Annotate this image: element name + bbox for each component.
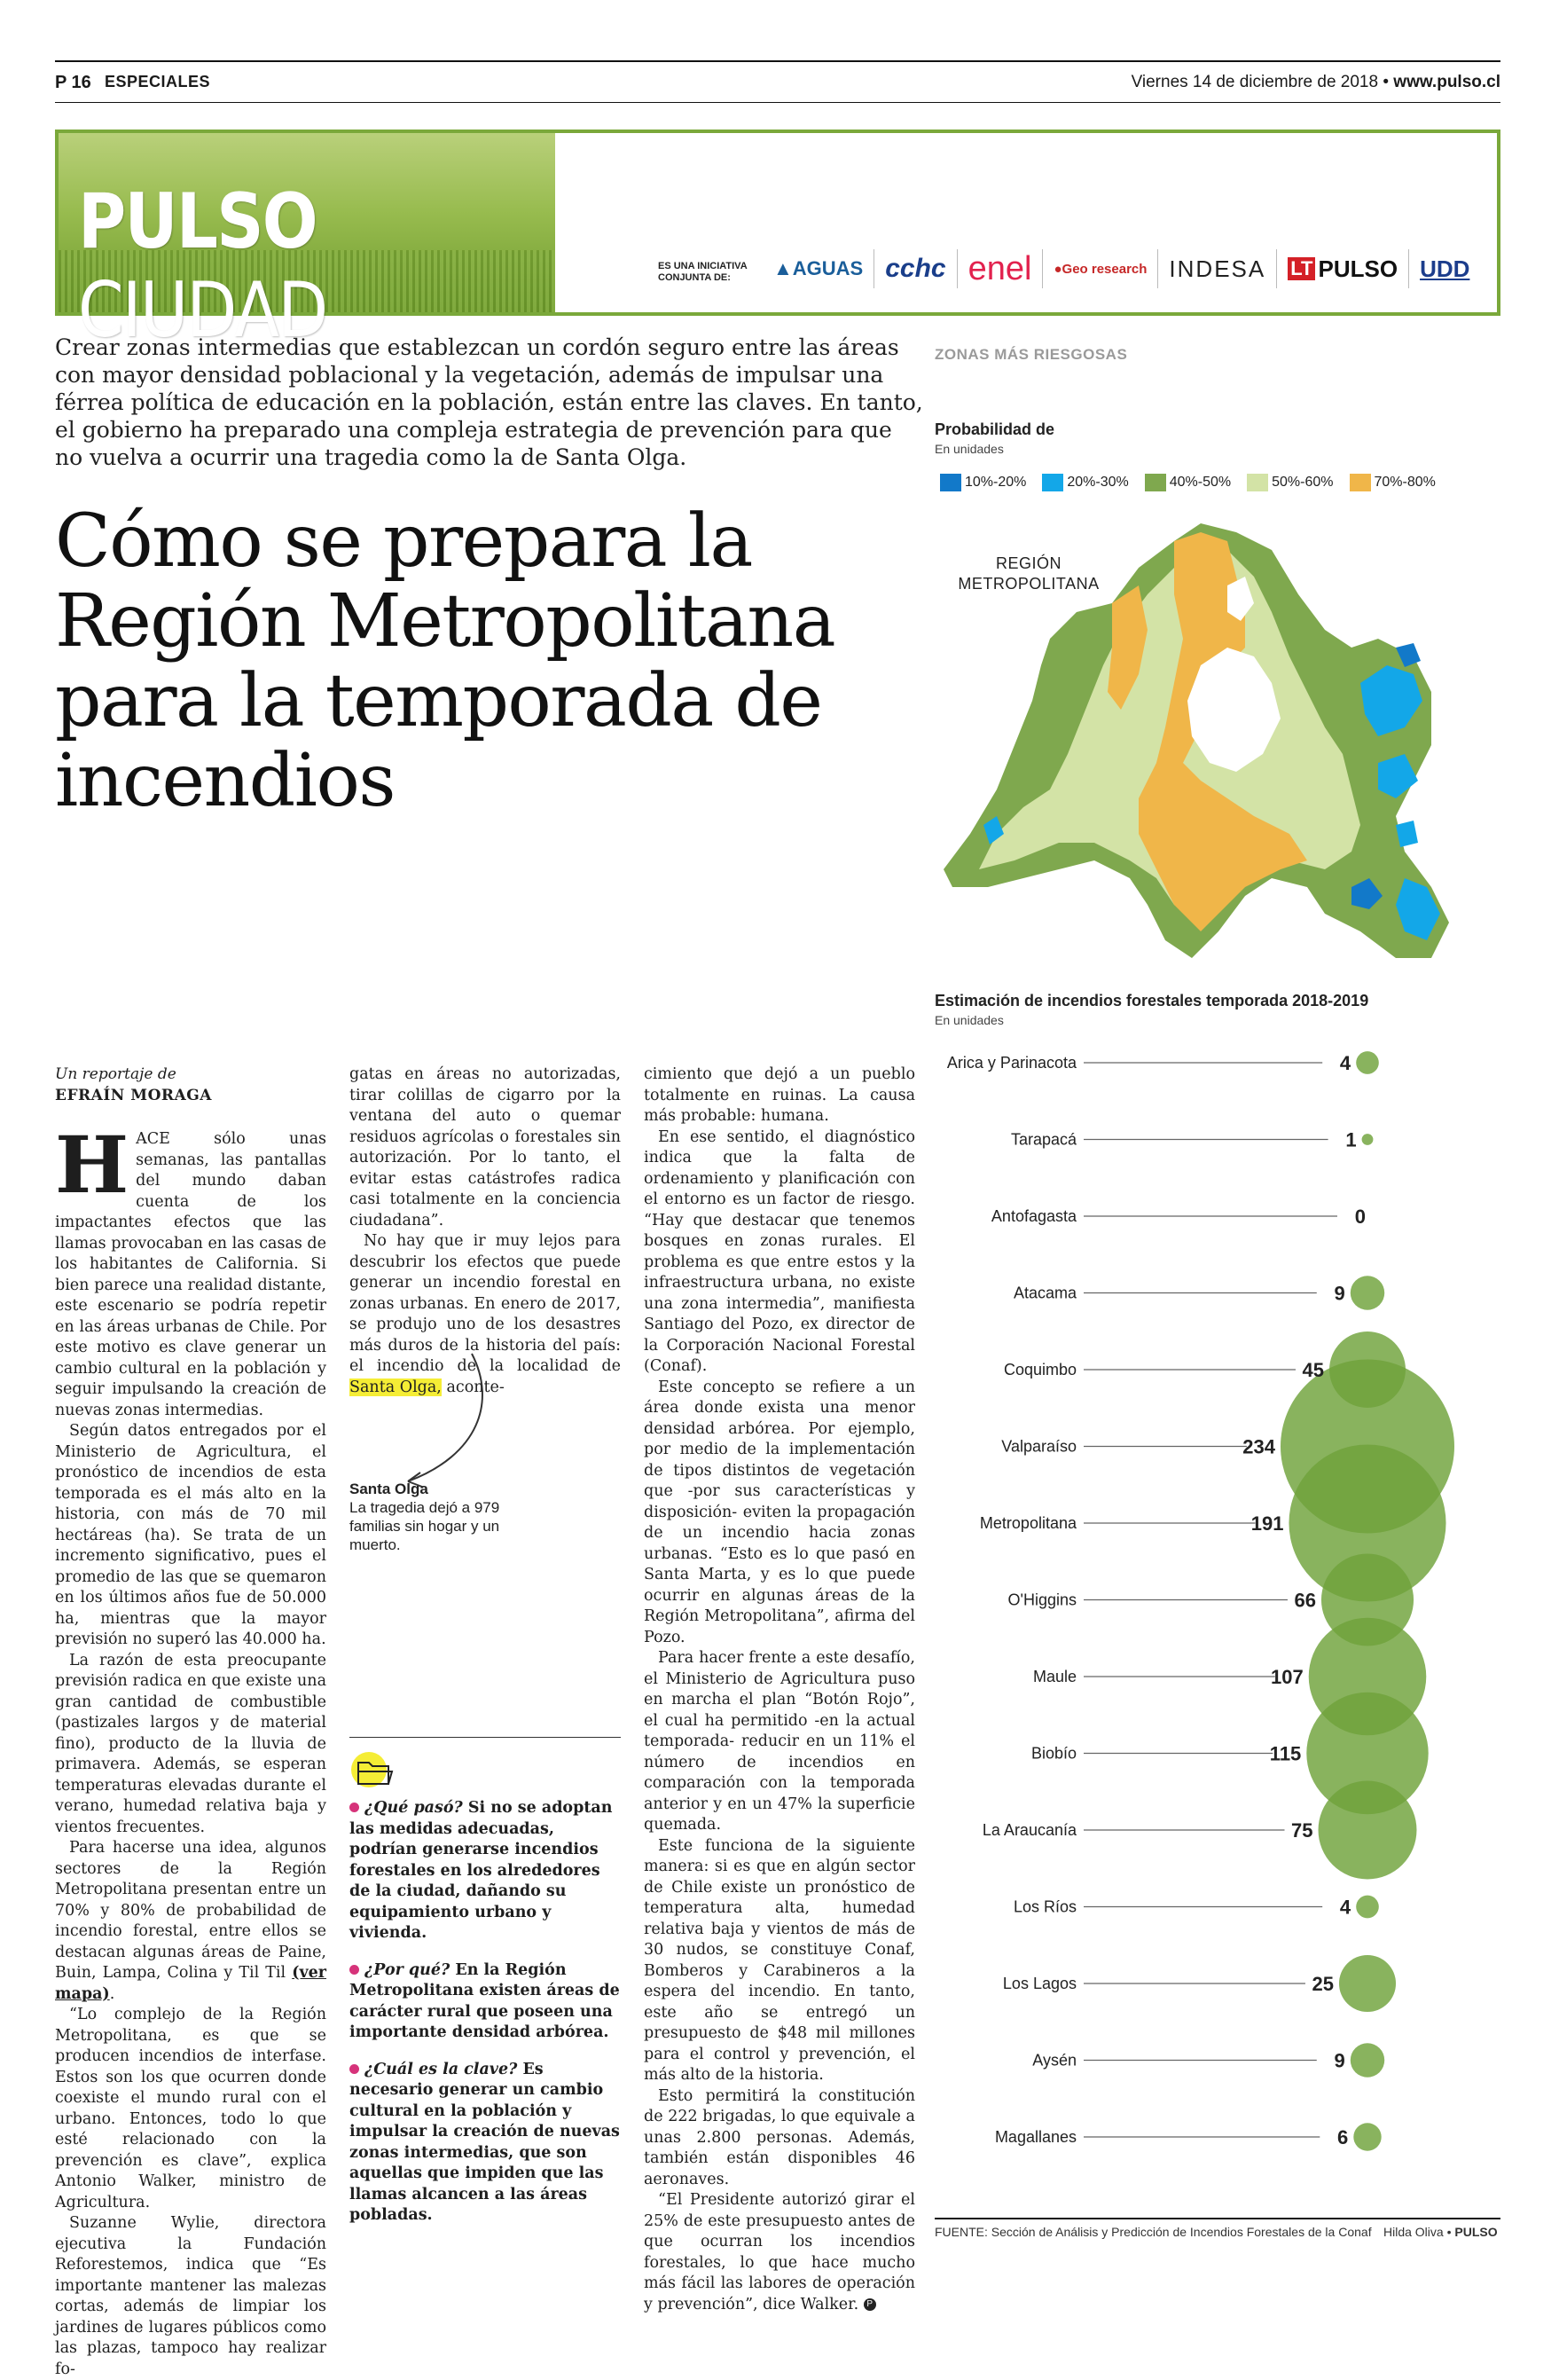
santa-olga-note [349,1480,536,1554]
article-headline: Cómo se prepara la Región Metropolitana para la temporada de incendios [55,499,835,823]
page-header [55,60,1500,103]
map-unit: En unidades [935,442,1004,456]
region-label-12: Los Lagos [1002,1975,1077,1992]
region-label-0: Arica y Parinacota [946,1054,1077,1072]
legend-item: 50%-60% [1247,474,1333,491]
paragraph: Este funciona de la siguiente manera: si es que en algún sector de Chile existe un pronóstico de temperatura alta, humedad relativa baja y vientos de más de 30 nudos, se constituye Conaf, Bomberos y Carabineros a la espera del incendio. En tanto, este año se entregó un presupuesto de $48 mil millones para el control y prevención, el más alto de la historia. [644,1836,915,2084]
region-label-14: Magallanes [994,2128,1077,2146]
georesearch-logo: ● Geo research [1042,249,1157,288]
value-label-4: 45 [1302,1359,1325,1381]
value-label-5: 234 [1242,1435,1275,1458]
region-label-9: Biobío [1030,1744,1077,1763]
qa-item-2: ¿Por qué? En la Región Metropolitana existen áreas de carácter rural que poseen una importante densidad arbórea. [349,1960,620,2041]
legend-item: 10%-20% [940,474,1026,491]
initiative-label: ES UNA INICIATIVA CONJUNTA DE: [658,261,748,283]
bubble-0 [1356,1051,1379,1074]
map-legend [940,474,1436,491]
chart-credit: Hilda Oliva • PULSO [1383,2225,1498,2239]
map-title: Probabilidad de [935,420,1055,438]
paragraph: Suzanne Wylie, directora ejecutiva la Fundación Reforestemos, indica que “Es importante mantener las malezas cortas, además de limpiar los jardines de lugares públicos como las plazas, tampoco hay realizar fo- [55,2214,326,2378]
value-label-2: 0 [1354,1206,1366,1228]
callout-arrow [390,1348,505,1499]
page-number: P 16 [55,73,91,92]
qa-item-3: ¿Cuál es la clave? Es necesario generar un cambio cultural en la población y impulsar la creación de nuevas zonas intermedias, que son aquellas que impiden que las llamas alcancen a las áreas pobladas. [349,2060,620,2224]
legend-item: 20%-30% [1042,474,1128,491]
article-lead: Crear zonas intermedias que establezcan un cordón seguro entre las áreas con mayor densidad poblacional y la vegetación, además de impulsar una férrea política de educación en la población, están entre las claves. En tanto, el gobierno ha preparado una compleja estrategia de prevención para que no vuelva a ocurrir una tragedia como la de Santa Olga. [55,334,923,470]
region-label-4: Coquimbo [1003,1361,1077,1379]
article-column-1 [55,1064,326,2380]
value-label-9: 115 [1269,1742,1302,1765]
value-label-10: 75 [1291,1819,1313,1842]
source-divider [935,2218,1500,2219]
bubble-14 [1353,2123,1381,2150]
section-name: ESPECIALES [105,73,211,90]
risk-map [935,514,1502,976]
folder-icon [349,1750,403,1789]
udd-logo: UDD [1408,249,1480,288]
aguas-logo: ▲ AGUAS [773,257,864,279]
article-column-3 [644,1064,915,2315]
legend-item: 40%-50% [1145,474,1231,491]
value-label-11: 4 [1339,1896,1351,1919]
enel-logo: enel [957,249,1043,288]
region-label-11: Los Ríos [1013,1897,1077,1916]
paragraph: Para hacerse una idea, algunos sectores de la Región Metropolitana presentan entre un 70% y 80% de probabilidad de incendio forestal, entre ellos se destacan algunas áreas de Paine, Buin, Lampa, Colina y Til Til (ver mapa). [55,1839,326,2003]
legend-swatch [1042,474,1063,491]
banner-brand: PULSO CIUDAD [78,177,327,355]
paragraph: No hay que ir muy lejos para descubrir los efectos que puede generar un incendio forestal en zonas urbanas. En enero de 2017, se produjo uno de los desastres más duros de la historia del país: el incendio de la localidad de Santa Olga, aconte- [349,1232,621,1396]
bubble-11 [1356,1896,1379,1919]
end-mark-icon: P [864,2298,876,2311]
region-label-2: Antofagasta [991,1207,1077,1225]
value-label-7: 66 [1294,1589,1316,1612]
map-reference: (ver mapa) [55,1964,326,2003]
legend-swatch [940,474,961,491]
chart-title: Estimación de incendios forestales temporada 2018-2019 [935,992,1369,1009]
region-label-6: Metropolitana [979,1514,1077,1532]
chart-source: FUENTE: Sección de Análisis y Predicción de Incendios Forestales de la Conaf [935,2225,1372,2239]
paragraph: “El Presidente autorizó girar el 25% de este presupuesto antes de que ocurran los incendios forestales, lo que hace mucho más fácil las labores de operación y prevención”, dice Walker. P [644,2191,915,2313]
region-label-7: O'Higgins [1007,1591,1077,1609]
paragraph: “Lo complejo de la Región Metropolitana, es que se producen incendios de interfase. Estos son los que ocurren donde coexiste el mundo rural con el urbano. Entonces, todo lo que esté relacionado con la prevención es clave”, explica Antonio Walker, ministro de Agricultura. [55,2006,326,2211]
value-label-8: 107 [1271,1666,1304,1688]
dropcap: H [55,1119,129,1211]
bubble-12 [1339,1955,1396,2012]
map-kicker: ZONAS MÁS RIESGOSAS [935,346,1128,363]
sponsor-logos [763,247,1480,291]
value-label-12: 25 [1312,1973,1334,1995]
paragraph: La razón de esta preocupante previsión radica en que existe una gran cantidad de combustible (pastizales largos y de material fino), producto de la lluvia de primavera. Además, se esperan temperaturas elevadas durante el verano, humedad relativa baja y vientos frecuentes. [55,1651,326,1836]
legend-swatch [1350,474,1371,491]
value-label-14: 6 [1337,2126,1349,2148]
bubble-10 [1319,1781,1417,1880]
banner-background [59,133,555,355]
chart-unit: En unidades [935,1013,1004,1027]
issue-date: Viernes 14 de diciembre de 2018 • www.pulso.cl [1131,73,1500,91]
legend-item: 70%-80% [1350,474,1436,491]
region-label-3: Atacama [1013,1284,1077,1302]
qa-item-1: ¿Qué pasó? Si no se adoptan las medidas adecuadas, podrían generarse incendios forestales en los alrededores de la ciudad, dañando su equipamiento urbano y vivienda. [349,1799,613,1942]
indesa-logo: INDESA [1157,249,1276,288]
value-label-3: 9 [1334,1282,1345,1305]
paragraph: Según datos entregados por el Ministerio de Agricultura, el pronóstico de incendios de esta temporada es el más alto en la historia, con más de 70 mil hectáreas (ha). Se trata de un incremento significativo, pues el promedio de las que se quemaron en los últimos años fue de 50.000 ha, mientras que la mayor previsión no superó las 40.000 ha. [55,1422,326,1648]
paragraph: cimiento que dejó a un pueblo totalmente en ruinas. La causa más probable: humana. [644,1065,915,1125]
paragraph: HACE sólo unas semanas, las pantallas del mundo daban cuenta de los impactantes efectos que las llamas provocaban en las casas de los habitantes de California. Si bien parece una realidad distante, este escenario se podría repetir en las áreas urbanas de Chile. Por este motivo es clave generar un cambio cultural en la población y seguir impulsando la creación de nuevas zonas intermedias. [55,1119,326,1419]
fires-bubble-chart [935,1038,1502,2209]
legend-swatch [1247,474,1268,491]
region-label-8: Maule [1032,1668,1077,1685]
paragraph: Este concepto se refiere a un área donde exista una menor densidad arbórea. Por ejemplo, por medio de la implementación de tipos distintos de vegetación que -por sus características y disposición- eviten la propagación de un incendio hacia zonas urbanas. “Esto es lo que pasó en Santa Marta, y es lo que puede ocurrir en algunas áreas de la Región Metropolitana”, afirma del Pozo. [644,1378,915,1646]
highlighted-place: Santa Olga, [349,1378,442,1396]
bubble-3 [1351,1276,1384,1309]
site-link[interactable]: www.pulso.cl [1393,73,1500,91]
lt-pulso-logo: LT PULSO [1276,249,1408,288]
value-label-6: 191 [1250,1512,1284,1535]
qa-box [349,1737,621,2243]
value-label-0: 4 [1339,1052,1351,1074]
byline-author: EFRAÍN MORAGA [55,1086,212,1104]
region-label-10: La Araucanía [982,1821,1077,1839]
region-label-1: Tarapacá [1010,1130,1077,1149]
paragraph: Esto permitirá la constitución de 222 brigadas, lo que equivale a unas 2.800 personas. Además, también están disponibles 46 aeronaves. [644,2086,915,2188]
paragraph: Para hacer frente a este desafío, el Ministerio de Agricultura puso en marcha el plan “Botón Rojo”, el cual ha permitido -en la actual temporada- reducir en un 11% el número de incendios en comparación con la temporada anterior y en un 47% la superficie quemada. [644,1649,915,1834]
value-label-13: 9 [1334,2049,1345,2072]
value-label-1: 1 [1345,1128,1357,1151]
cchc-logo: cchc [874,249,956,288]
bubble-13 [1351,2043,1384,2077]
paragraph: gatas en áreas no autorizadas, tirar colillas de cigarro por la ventana del auto o quemar residuos agrícolas o forestales sin autorización. Por lo tanto, el evitar estas catástrofes radica casi totalmente en la conciencia ciudadana”. [349,1065,621,1229]
bubble-1 [1362,1134,1374,1145]
paragraph: En ese sentido, el diagnóstico indica que la falta de ordenamiento y planificación con el entorno es un factor de riesgo. “Hay que destacar que tenemos bosques en zonas rurales. El problema es que entre estos y la infraestructura urbana, no existe una zona intermedia”, manifiesta Santiago del Pozo, ex director de la Corporación Nacional Forestal (Conaf). [644,1127,915,1375]
note-title: Santa Olga [349,1481,428,1497]
region-label-5: Valparaíso [1001,1437,1077,1456]
legend-swatch [1145,474,1166,491]
note-text: La tragedia dejó a 979 familias sin hogar y un muerto. [349,1499,500,1553]
byline-intro: Un reportaje de [55,1065,176,1083]
region-label-13: Aysén [1032,2051,1077,2070]
region-label: REGIÓN METROPOLITANA [958,554,1100,593]
